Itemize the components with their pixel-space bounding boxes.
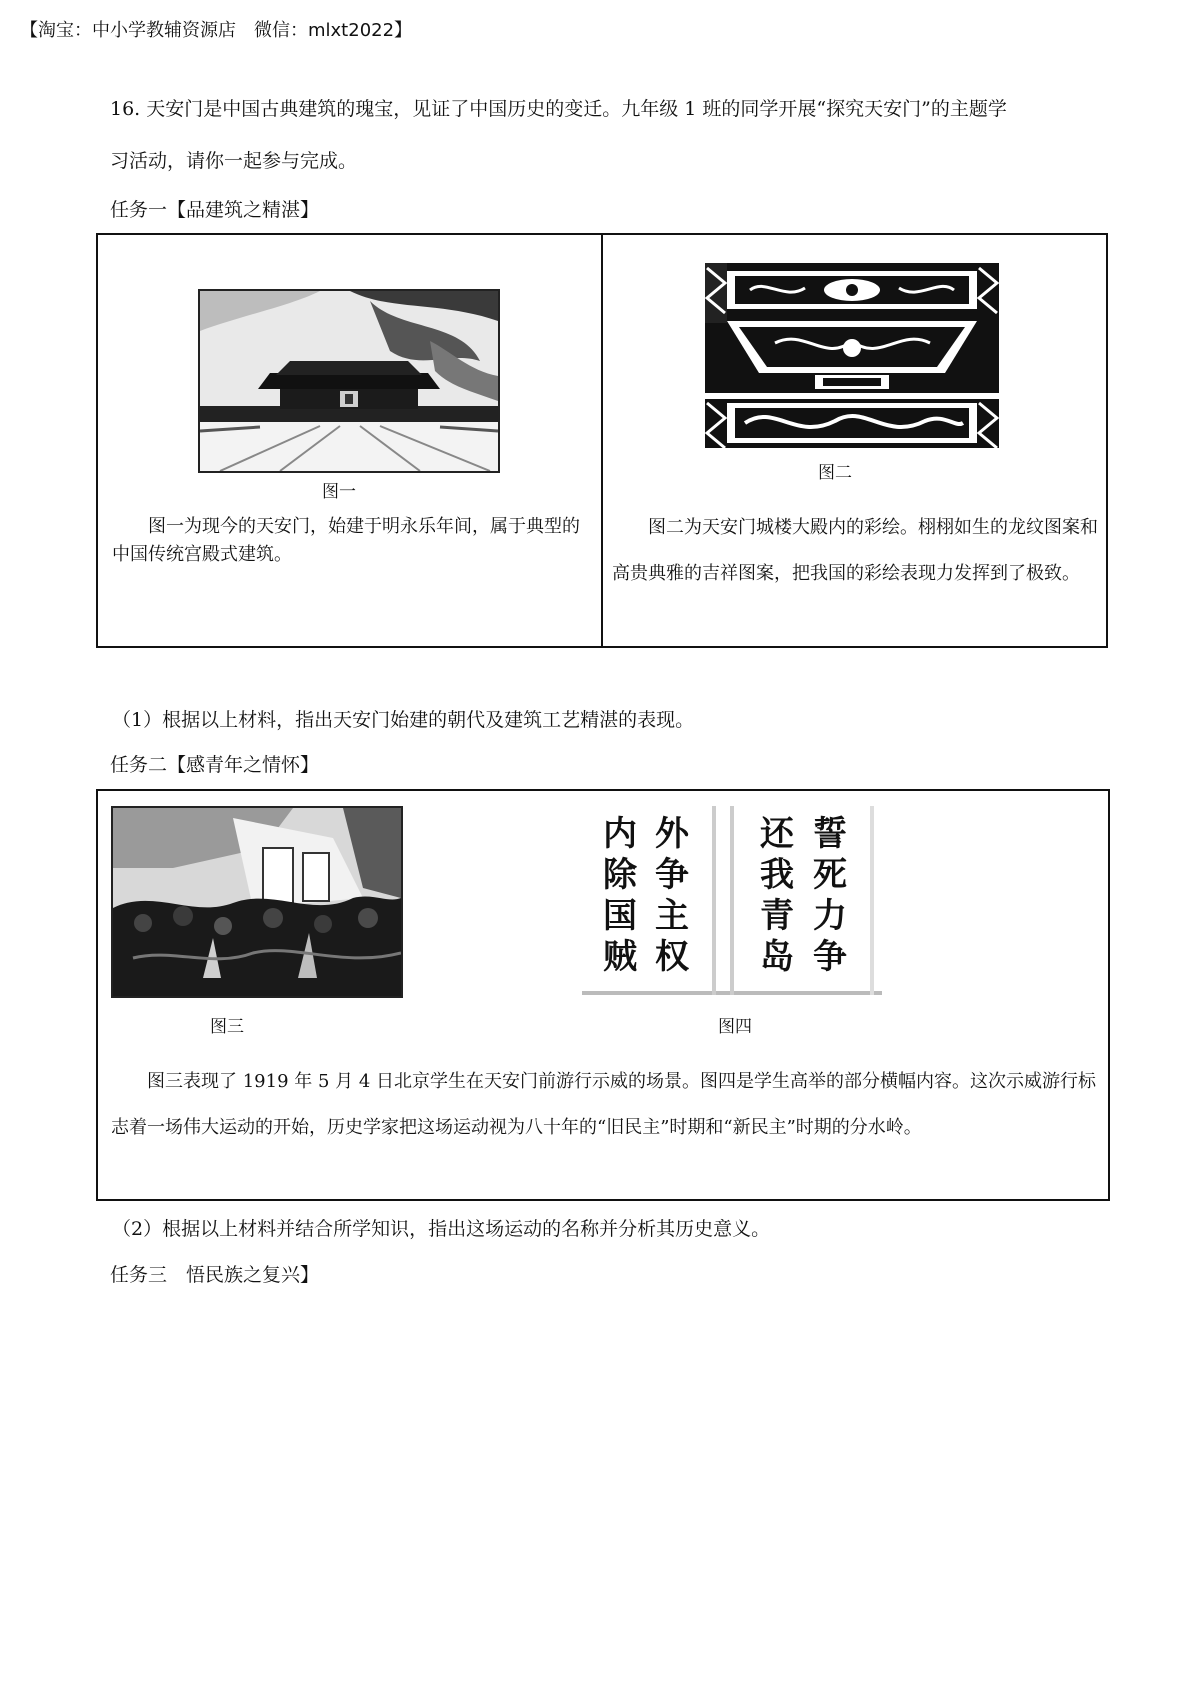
banner-char: 誓 [813,814,847,854]
banner-column-2 [652,814,692,978]
banner-char: 争 [655,855,689,895]
banner-char: 争 [813,937,847,977]
task2-title: 任务二【感青年之情怀】 [110,754,320,776]
banner-divider-right [730,806,734,995]
banner-char: 国 [603,896,637,936]
banner-char: 岛 [760,937,794,977]
banner-char: 死 [813,855,847,895]
task3-title: 任务三 悟民族之复兴】 [110,1264,320,1286]
banner-divider-left [712,806,716,995]
task1-table-divider [601,233,603,648]
banner-char: 青 [760,896,794,936]
banner-char: 除 [603,855,637,895]
banner-char: 还 [760,814,794,854]
fig4-caption: 图四 [718,1017,752,1037]
fig3-caption: 图三 [210,1017,244,1037]
banner-column-3 [757,814,797,978]
task1-subquestion: （1）根据以上材料，指出天安门始建的朝代及建筑工艺精湛的表现。 [112,709,695,731]
banner-column-4 [810,814,850,978]
banner-char: 贼 [603,937,637,977]
fig1-caption: 图一 [322,482,356,502]
task2-subquestion: （2）根据以上材料并结合所学知识，指出这场运动的名称并分析其历史意义。 [112,1218,771,1240]
banner-char: 权 [655,937,689,977]
task2-description: 图三表现了 1919 年 5 月 4 日北京学生在天安门前游行示威的场景。图四是学生高举的部分横幅内容。这次示威游行标志着一场伟大运动的开始，历史学家把这场运动视为八十年的“旧民主”时期和“新民主”时期的分水岭。 [111,1071,1097,1138]
question-intro-line2: 习活动，请你一起参与完成。 [110,150,358,172]
banner-column-1 [600,814,640,978]
banner-char: 我 [760,855,794,895]
banner-char: 外 [655,814,689,854]
page-header: 【淘宝：中小学教辅资源店 微信：mlxt2022】 [20,20,413,41]
banner-figure [582,806,882,1002]
task1-title: 任务一【品建筑之精湛】 [110,199,320,221]
banner-right-edge [870,806,874,995]
question-intro-line1: 16. 天安门是中国古典建筑的瑰宝，见证了中国历史的变迁。九年级 1 班的同学开展“探究天安门”的主题学 [110,98,1007,120]
tiananmen-photo [198,289,500,473]
banner-char: 内 [603,814,637,854]
may-fourth-photo [111,806,403,998]
fig1-description: 图一为现今的天安门，始建于明永乐年间，属于典型的中国传统宫殿式建筑。 [112,516,580,565]
fig2-caption: 图二 [818,463,852,483]
banner-char: 力 [813,896,847,936]
fig2-description: 图二为天安门城楼大殿内的彩绘。栩栩如生的龙纹图案和高贵典雅的吉祥图案，把我国的彩绘表现力发挥到了极致。 [612,517,1098,584]
banner-char: 主 [655,896,689,936]
caihui-painting [705,263,999,448]
